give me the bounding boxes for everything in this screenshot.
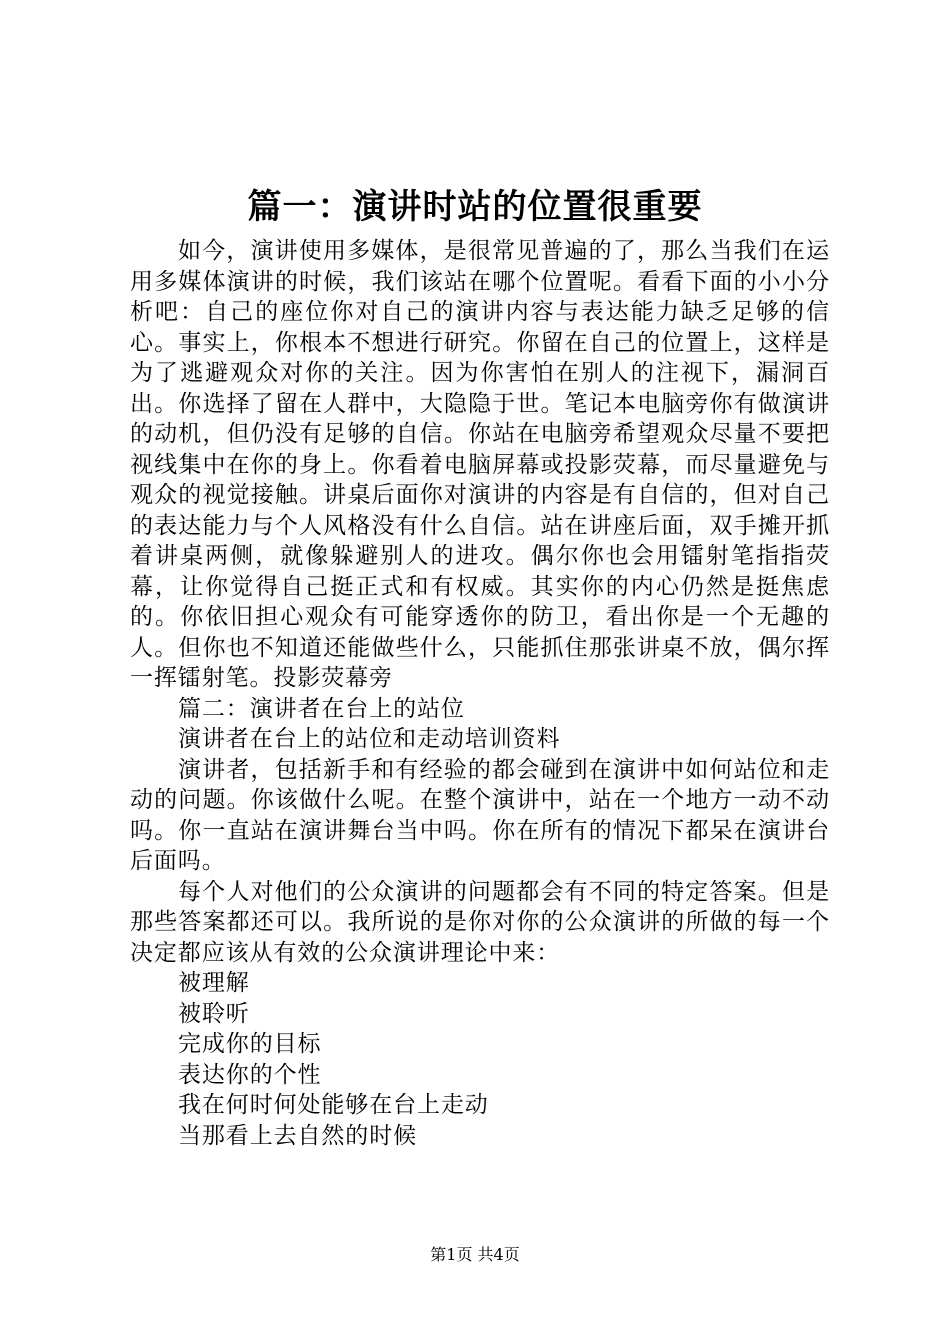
document-body	[130, 236, 830, 1151]
list-item: 我在何时何处能够在台上走动	[178, 1092, 489, 1118]
list-item: 被理解	[178, 970, 250, 996]
paragraph: 如今，演讲使用多媒体，是很常见普遍的了，那么当我们在运用多媒体演讲的时候，我们该站在哪个位置呢。看看下面的小小分析吧：自己的座位你对自己的演讲内容与表达能力缺乏足够的信心。事实上，你根本不想进行研究。你留在自己的位置上，这样是为了逃避观众对你的关注。因为你害怕在别人的注视下，漏洞百出。你选择了留在人群中，大隐隐于世。笔记本电脑旁你有做演讲的动机，但仍没有足够的自信。你站在电脑旁希望观众尽量不要把视线集中在你的身上。你看着电脑屏幕或投影荧幕，而尽量避免与观众的视觉接触。讲桌后面你对演讲的内容是有自信的，但对自己的表达能力与个人风格没有什么自信。站在讲座后面，双手摊开抓着讲桌两侧，就像躲避别人的进攻。偶尔你也会用镭射笔指指荧幕，让你觉得自己挺正式和有权威。其实你的内心仍然是挺焦虑的。你依旧担心观众有可能穿透你的防卫，看出你是一个无趣的人。但你也不知道还能做些什么，只能抓住那张讲桌不放，偶尔挥一挥镭射笔。投影荧幕旁	[130, 238, 830, 691]
paragraph: 每个人对他们的公众演讲的问题都会有不同的特定答案。但是那些答案都还可以。我所说的是你对你的公众演讲的所做的每一个决定都应该从有效的公众演讲理论中来：	[130, 878, 830, 966]
list-item: 完成你的目标	[178, 1031, 322, 1057]
list-item: 被聆听	[178, 1000, 250, 1027]
list-item: 表达你的个性	[178, 1061, 322, 1088]
document-title: 篇一：演讲时站的位置很重要	[247, 187, 703, 227]
paragraph: 演讲者，包括新手和有经验的都会碰到在演讲中如何站位和走动的问题。你该做什么呢。在整个演讲中，站在一个地方一动不动吗。你一直站在演讲舞台当中吗。你在所有的情况下都呆在演讲台后面吗。	[130, 756, 830, 874]
list-item: 当那看上去自然的时候	[178, 1122, 417, 1149]
page-number-footer: 第1页 共4页	[430, 1245, 520, 1264]
section-subheading: 演讲者在台上的站位和走动培训资料	[178, 726, 561, 752]
section-heading: 篇二：演讲者在台上的站位	[178, 695, 465, 722]
